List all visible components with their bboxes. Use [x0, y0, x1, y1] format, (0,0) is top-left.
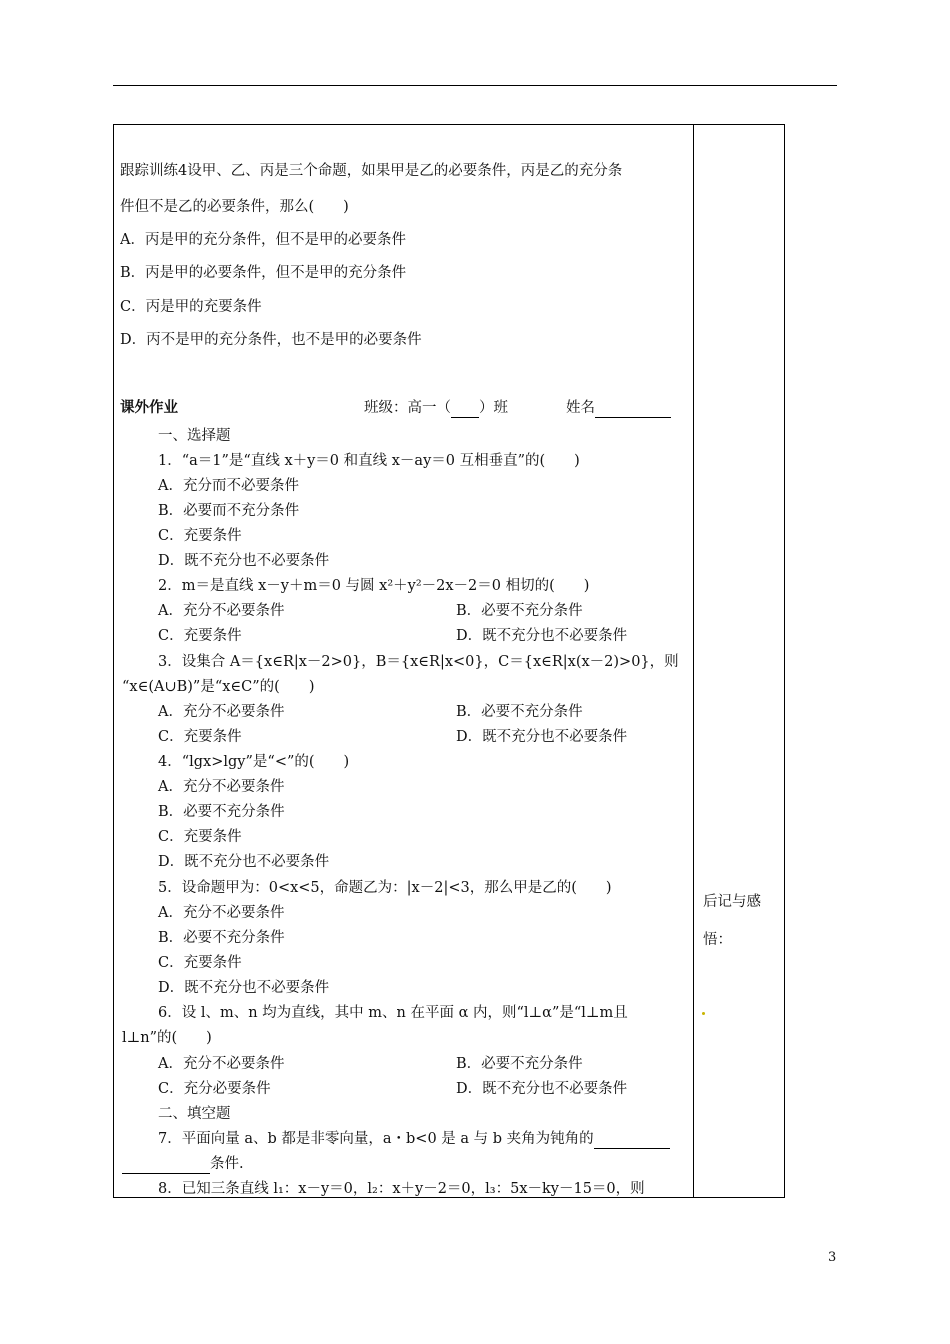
q7-suffix: 条件. — [210, 1156, 244, 1172]
class-label: 班级：高一（ — [364, 400, 451, 416]
q4-option-a: A．充分不必要条件 — [158, 779, 285, 795]
q1-option-a: A．充分而不必要条件 — [158, 478, 299, 494]
name-blank[interactable] — [595, 417, 671, 418]
tracking-option-b: B．丙是甲的必要条件，但不是甲的充分条件 — [120, 265, 407, 281]
q7-line2 — [122, 1154, 244, 1174]
q6-option-a: A．充分不必要条件 — [158, 1056, 285, 1072]
q3-option-d: D．既不充分也不必要条件 — [456, 729, 628, 745]
tracking-option-c: C．丙是甲的充要条件 — [120, 299, 262, 315]
q1-option-b: B．必要而不充分条件 — [158, 503, 300, 519]
q6-option-b: B．必要不充分条件 — [456, 1056, 583, 1072]
q7-text: 7．平面向量 a、b 都是非零向量，a・b<0 是 a 与 b 夹角为钝角的 — [158, 1131, 594, 1147]
q2-option-d: D．既不充分也不必要条件 — [456, 628, 628, 644]
notes-column — [700, 124, 780, 1196]
q7-blank-2[interactable] — [122, 1173, 210, 1174]
name-label: 姓名 — [566, 400, 595, 416]
q2-option-a: A．充分不必要条件 — [158, 603, 285, 619]
q5-option-c: C．充要条件 — [158, 955, 242, 971]
tracking-option-a: A．丙是甲的充分条件，但不是甲的必要条件 — [120, 232, 406, 248]
q2: 2．m＝是直线 x－y＋m＝0 与圆 x²＋y²－2x－2＝0 相切的( ) — [158, 578, 590, 594]
q4-option-d: D．既不充分也不必要条件 — [158, 854, 330, 870]
page-number: 3 — [828, 1250, 837, 1265]
q7-blank-1[interactable] — [594, 1148, 670, 1149]
q1-option-c: C．充要条件 — [158, 528, 242, 544]
q3-line2: “x∈(A∪B)”是“x∈C”的( ) — [122, 679, 315, 695]
q4: 4．“lgx>lgy”是“<”的( ) — [158, 754, 350, 770]
homework-title: 课外作业 — [120, 400, 178, 416]
tracking-option-d: D．丙不是甲的充分条件，也不是甲的必要条件 — [120, 332, 422, 348]
main-column — [120, 124, 688, 1196]
q4-option-c: C．充要条件 — [158, 829, 242, 845]
notes-label-line1: 后记与感 — [703, 894, 761, 910]
q6-option-c: C．充分必要条件 — [158, 1081, 271, 1097]
q3-option-b: B．必要不充分条件 — [456, 704, 583, 720]
q4-option-b: B．必要不充分条件 — [158, 804, 285, 820]
q8: 8．已知三条直线 l₁：x－y＝0，l₂：x＋y－2＝0，l₃：5x－ky－15＝0，则 — [158, 1181, 645, 1196]
q5-option-a: A．充分不必要条件 — [158, 905, 285, 921]
class-blank[interactable] — [451, 417, 479, 418]
homework-header — [120, 398, 178, 418]
q3-option-c: C．充要条件 — [158, 729, 242, 745]
q1: 1．“a＝1”是“直线 x＋y＝0 和直线 x－ay＝0 互相垂直”的( ) — [158, 453, 580, 469]
tracking-question-line2: 件但不是乙的必要条件，那么( ) — [120, 199, 349, 215]
tracking-question-line1: 跟踪训练4设甲、乙、丙是三个命题，如果甲是乙的必要条件，丙是乙的充分条 — [120, 163, 623, 179]
q6-line2: l⊥n”的( ) — [122, 1030, 212, 1046]
column-divider — [693, 124, 694, 1198]
section-choice: 一、选择题 — [158, 428, 231, 444]
name-field — [566, 398, 671, 418]
q1-option-d: D．既不充分也不必要条件 — [158, 553, 330, 569]
q7-line1 — [158, 1129, 670, 1149]
q3-line1: 3．设集合 A＝{x∈R|x－2>0}，B＝{x∈R|x<0}，C＝{x∈R|x(x－2)>0}，则 — [158, 654, 679, 670]
q2-option-c: C．充要条件 — [158, 628, 242, 644]
q5-option-b: B．必要不充分条件 — [158, 930, 285, 946]
q5: 5．设命题甲为：0<x<5，命题乙为：|x－2|<3，那么甲是乙的( ) — [158, 880, 612, 896]
q6-line1: 6．设 l、m、n 均为直线，其中 m、n 在平面 α 内，则“l⊥α”是“l⊥m且 — [158, 1005, 628, 1021]
header-rule — [113, 85, 837, 86]
notes-label-line2: 悟： — [703, 932, 732, 948]
q5-option-d: D．既不充分也不必要条件 — [158, 980, 330, 996]
section-fill: 二、填空题 — [158, 1106, 231, 1122]
q3-option-a: A．充分不必要条件 — [158, 704, 285, 720]
yellow-dot — [702, 1012, 705, 1015]
class-suffix: ）班 — [479, 400, 508, 416]
q2-option-b: B．必要不充分条件 — [456, 603, 583, 619]
q6-option-d: D．既不充分也不必要条件 — [456, 1081, 628, 1097]
class-field — [364, 398, 508, 418]
